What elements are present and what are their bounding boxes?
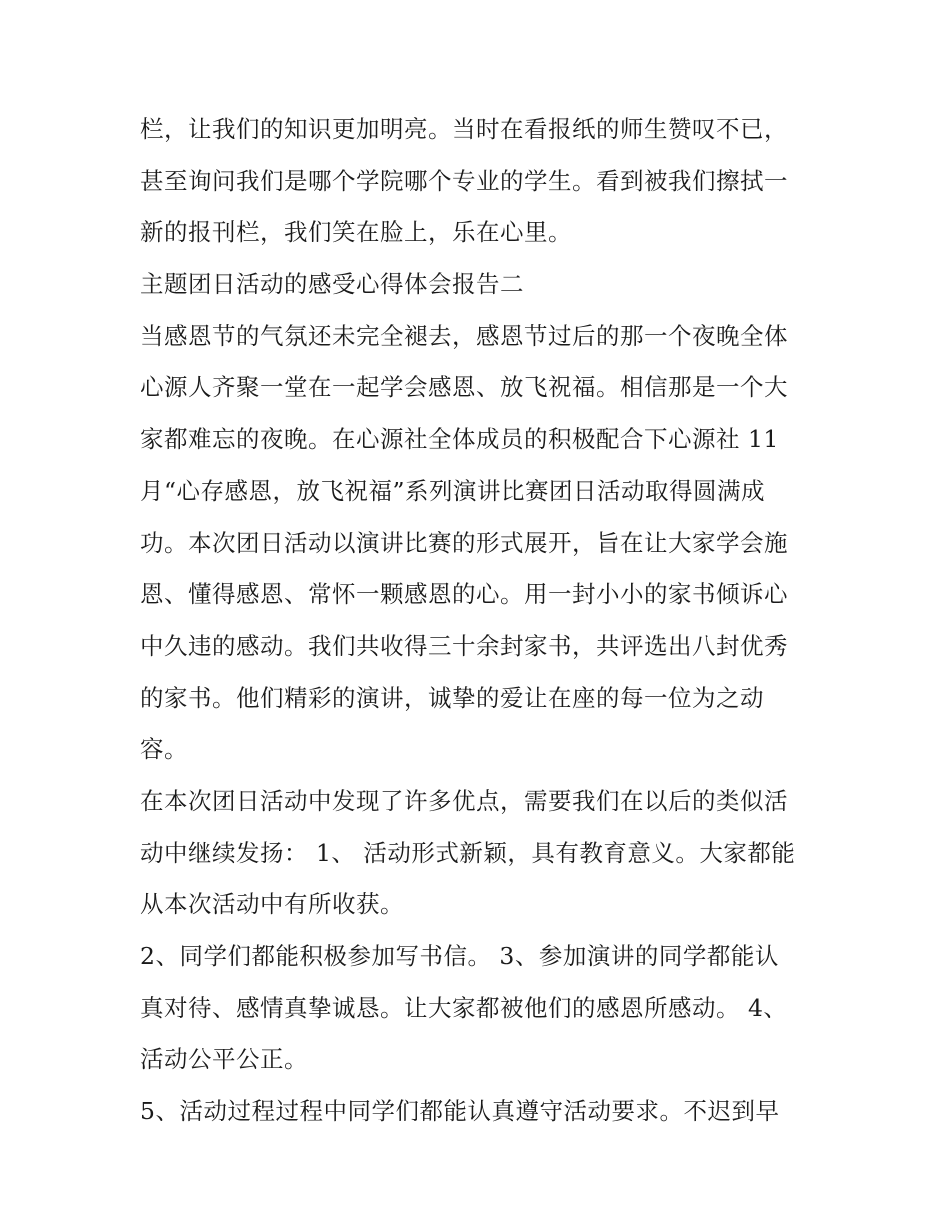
text-line: 月“心存感恩，放飞祝福”系列演讲比赛团日活动取得圆满成	[140, 476, 766, 505]
text-line: 中久违的感动。我们共收得三十余封家书，共评选出八封优秀	[140, 631, 788, 660]
text-line: 2、同学们都能积极参加写书信。 3、参加演讲的同学都能认	[140, 942, 779, 970]
text-line: 功。本次团日活动以演讲比赛的形式展开，旨在让大家学会施	[140, 528, 788, 557]
text-line: 的家书。他们精彩的演讲，诚挚的爱让在座的每一位为之动	[140, 683, 764, 712]
text-line: 心源人齐聚一堂在一起学会感恩、放飞祝福。相信那是一个大	[140, 373, 788, 402]
text-line: 新的报刊栏，我们笑在脸上，乐在心里。	[140, 218, 572, 247]
text-line: 活动公平公正。	[140, 1045, 308, 1074]
text-line: 栏，让我们的知识更加明亮。当时在看报纸的师生赞叹不已，	[140, 115, 788, 143]
text-line: 在本次团日活动中发现了许多优点，需要我们在以后的类似活	[140, 786, 788, 815]
text-line: 真对待、感情真挚诚恳。让大家都被他们的感恩所感动。 4、	[140, 993, 788, 1022]
text-line: 恩、懂得感恩、常怀一颗感恩的心。用一封小小的家书倾诉心	[140, 580, 788, 609]
document-body	[140, 104, 820, 1138]
text-line: 容。	[140, 735, 188, 764]
text-line: 甚至询问我们是哪个学院哪个专业的学生。看到被我们擦拭一	[140, 166, 788, 195]
text-line: 5、活动过程过程中同学们都能认真遵守活动要求。不迟到早	[140, 1097, 780, 1126]
text-line: 家都难忘的夜晚。在心源社全体成员的积极配合下心源社 11	[140, 425, 779, 454]
text-line: 动中继续发扬： 1、 活动形式新颖，具有教育意义。大家都能	[140, 838, 796, 867]
text-line: 当感恩节的气氛还未完全褪去，感恩节过后的那一个夜晚全体	[140, 321, 788, 350]
text-line: 从本次活动中有所收获。	[140, 890, 404, 919]
section-heading: 主题团日活动的感受心得体会报告二	[140, 270, 524, 299]
